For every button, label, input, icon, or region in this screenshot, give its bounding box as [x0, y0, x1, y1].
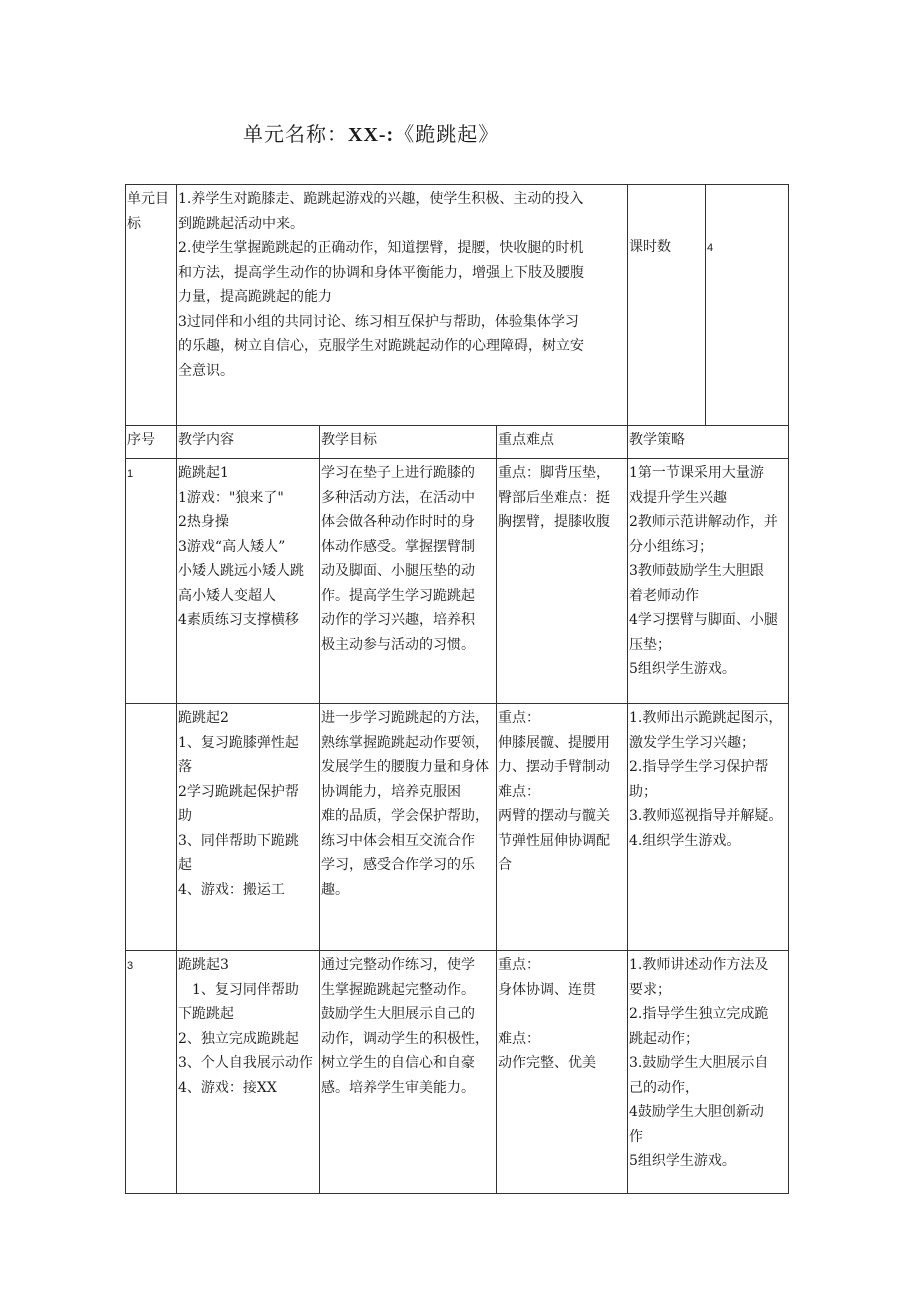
content-line: 跪跳起2: [178, 710, 229, 726]
strategy-line: 己的动作，: [629, 1079, 700, 1096]
content-line: 3、个人自我展示动作: [178, 1055, 313, 1071]
strategy-line: 激发学生学习兴趣；: [629, 734, 756, 751]
strategy-line: 2.指导学生独立完成跪: [629, 1006, 769, 1022]
goal-line: 到跪跳起活动中来。: [178, 215, 304, 232]
title-code: XX-:: [348, 124, 395, 146]
row-num: 1: [126, 459, 177, 704]
key-line: 臀部后坐难点：挺: [498, 489, 610, 506]
strategy-line: 着老师动作: [629, 587, 700, 604]
content-line: 落: [178, 759, 192, 775]
strategy-line: 跳起动作；: [629, 1030, 700, 1047]
content-line: 助: [178, 808, 192, 824]
goal-line: 3过同伴和小组的共同讨论、练习相互保护与帮助，体验集体学习: [178, 313, 579, 330]
key-line: 节弹性屈伸协调配: [498, 832, 610, 849]
key-line: 重点：脚背压垫，: [498, 465, 610, 481]
goal-line: 动作的学习兴趣，培养积: [321, 612, 475, 628]
content-line: 2热身操: [178, 514, 229, 530]
content-line: 2学习跪跳起保护帮: [178, 783, 299, 800]
goal-line: 协调能力，培养克服困: [321, 783, 461, 800]
row-content: [177, 951, 320, 1194]
content-line: 4素质练习支撑横移: [178, 612, 299, 628]
strategy-line: 4学习摆臂与脚面、小腿: [629, 612, 778, 628]
goal-line: 鼓励学生大胆展示自己的: [321, 1006, 475, 1022]
goal-line: 通过完整动作练习，使学: [321, 957, 475, 973]
content-line: 1、复习跪膝弹性起: [178, 734, 299, 751]
key-line: 难点：: [498, 783, 540, 800]
content-line: 跪跳起1: [178, 465, 229, 481]
goal-line: 极主动参与活动的习惯。: [321, 636, 475, 653]
strategy-line: 作: [629, 1128, 644, 1145]
row-num: 3: [126, 951, 177, 1194]
title-suffix: 《跪跳起》: [394, 122, 500, 146]
hours-label: 课时数: [628, 185, 706, 426]
goal-line: 体会做各种动作时时的身: [321, 514, 475, 530]
goal-line: 全意识。: [178, 362, 234, 379]
goal-line: 感。培养学生审美能力。: [321, 1079, 475, 1096]
label-line: 标: [127, 215, 141, 232]
key-line: 力、摆动手臂制动: [498, 759, 610, 775]
content-line: 1、复习同伴帮助: [178, 981, 299, 998]
table-row: [126, 704, 789, 951]
row-content: [177, 459, 320, 704]
key-line: 重点：: [498, 957, 540, 973]
content-line: 4、游戏：接XX: [178, 1079, 277, 1096]
strategy-line: 3.教师巡视指导并解疑。: [629, 808, 783, 824]
key-line: 重点：: [498, 710, 540, 726]
content-line: 起: [178, 857, 192, 873]
goal-line: 熟练掌握跪跳起动作要领，: [321, 734, 489, 751]
content-line: 4、游戏：搬运工: [178, 881, 285, 898]
title-prefix: 单元名称：: [243, 122, 348, 146]
goal-line: 体动作感受。掌握摆臂制: [321, 538, 475, 555]
row-content: [177, 704, 320, 951]
strategy-line: 2教师示范讲解动作，并: [629, 514, 778, 530]
goal-line: 动作，调动学生的积极性，: [321, 1030, 489, 1047]
goal-line: 的乐趣，树立自信心，克服学生对跪跳起动作的心理障碍，树立安: [178, 338, 584, 354]
label-line: 单元目: [127, 191, 169, 207]
key-line: 两臂的摆动与髋关: [498, 808, 610, 824]
strategy-line: 4鼓励学生大胆创新动: [629, 1104, 764, 1120]
strategy-line: 1.教师出示跪跳起图示，: [629, 710, 783, 726]
content-line: 跪跳起3: [178, 957, 229, 973]
strategy-line: 3.鼓励学生大胆展示自: [629, 1055, 769, 1071]
header-num: 序号: [126, 426, 177, 459]
content-line: 3、同伴帮助下跪跳: [178, 832, 299, 849]
row-goal: [320, 951, 497, 1194]
content-line: 2、独立完成跪跳起: [178, 1030, 299, 1047]
goal-line: 作。提高学生学习跪跳起: [321, 587, 475, 604]
table-row: [126, 951, 789, 1194]
content-line: 小矮人跳远小矮人跳: [178, 563, 304, 579]
lesson-plan-table: [125, 184, 789, 1194]
strategy-line: 要求；: [629, 981, 672, 998]
content-line: 3游戏“高人矮人”: [178, 538, 286, 555]
content-line: 高小矮人变超人: [178, 587, 276, 604]
unit-goal-text: [177, 185, 628, 426]
key-line: 动作完整、优美: [498, 1055, 596, 1071]
goal-line: 趣。: [321, 881, 349, 898]
goal-line: 学习在垫子上进行跪膝的: [321, 465, 475, 481]
goal-line: 力量，提高跪跳起的能力: [178, 289, 332, 305]
strategy-line: 4.组织学生游戏。: [629, 832, 741, 849]
key-line: 难点：: [498, 1030, 540, 1047]
row-strategy: [628, 951, 789, 1194]
goal-line: 生掌握跪跳起完整动作。: [321, 981, 475, 998]
header-strategy: 教学策略: [628, 426, 789, 459]
strategy-line: 3教师鼓励学生大胆跟: [629, 563, 764, 579]
strategy-line: 1.教师讲述动作方法及: [629, 957, 769, 973]
goal-line: 多种活动方法，在活动中: [321, 489, 475, 506]
strategy-line: 戏提升学生兴趣: [629, 489, 728, 506]
strategy-line: 分小组练习；: [629, 538, 714, 555]
row-key: [497, 704, 628, 951]
key-line: [498, 1002, 626, 1027]
header-row: [126, 426, 789, 459]
goal-line: 树立学生的自信心和自豪: [321, 1055, 475, 1071]
goal-line: 练习中体会相互交流合作: [321, 832, 475, 849]
goal-line: 难的品质，学会保护帮助，: [321, 808, 489, 824]
key-line: 胸摆臂，提膝收腹: [498, 514, 610, 530]
goal-line: 学习，感受合作学习的乐: [321, 857, 475, 873]
goal-line: 和方法，提高学生动作的协调和身体平衡能力，增强上下肢及腰腹: [178, 264, 584, 281]
header-key: 重点难点: [497, 426, 628, 459]
row-goal: [320, 704, 497, 951]
strategy-line: 5组织学生游戏。: [629, 661, 736, 677]
row-strategy: [628, 459, 789, 704]
table-row: [126, 459, 789, 704]
row-num: [126, 704, 177, 951]
strategy-line: 5组织学生游戏。: [629, 1153, 736, 1169]
page-title: [243, 118, 499, 147]
key-line: 身体协调、连贯: [498, 981, 596, 998]
hours-value: 4: [706, 185, 789, 426]
unit-goal-label: [126, 185, 177, 426]
goal-line: 动及脚面、小腿压垫的动: [321, 563, 475, 579]
goal-line: 进一步学习跪跳起的方法，: [321, 710, 489, 726]
header-content: 教学内容: [177, 426, 320, 459]
header-goal: 教学目标: [320, 426, 497, 459]
goal-line: 1.养学生对跪膝走、跪跳起游戏的兴趣，使学生积极、主动的投入: [178, 191, 584, 207]
content-line: 1游戏："狼来了": [178, 489, 284, 506]
unit-goal-row: [126, 185, 789, 426]
goal-line: 2.使学生掌握跪跳起的正确动作，知道摆臂，提腰，快收腿的时机: [178, 240, 584, 256]
key-line: 伸膝展髋、提腰用: [498, 734, 610, 751]
row-key: [497, 951, 628, 1194]
row-key: [497, 459, 628, 704]
content-line: 下跪跳起: [178, 1006, 234, 1022]
row-goal: [320, 459, 497, 704]
key-line: 合: [498, 857, 512, 873]
row-strategy: [628, 704, 789, 951]
strategy-line: 压垫；: [629, 636, 672, 653]
goal-line: 发展学生的腰腹力量和身体: [321, 759, 489, 775]
strategy-line: 助；: [629, 783, 658, 800]
strategy-line: 2.指导学生学习保护帮: [629, 759, 769, 775]
strategy-line: 1第一节课采用大量游: [629, 465, 764, 481]
